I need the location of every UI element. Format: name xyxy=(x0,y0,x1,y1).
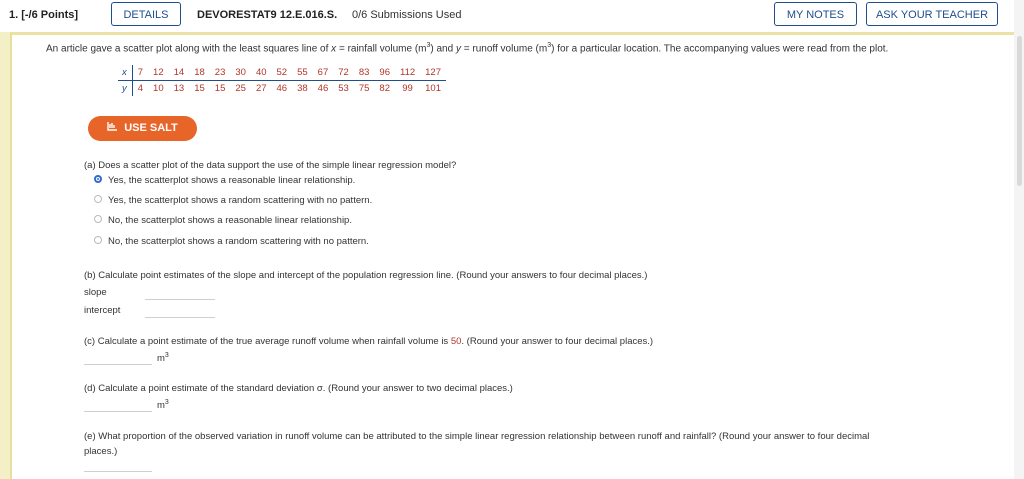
y-value-cell: 25 xyxy=(235,83,246,94)
x-value-cell: 72 xyxy=(333,65,354,81)
part-d-unit xyxy=(157,399,169,411)
question-points: 1. [-/6 Points] xyxy=(9,9,79,21)
radio-button[interactable] xyxy=(94,215,102,223)
x-value-cell: 7 xyxy=(132,65,148,81)
x-value-cell: 96 xyxy=(374,65,395,81)
x-value-cell: 83 xyxy=(354,65,375,81)
salt-icon xyxy=(107,116,118,141)
intercept-input[interactable] xyxy=(145,305,215,318)
part-e-question-line2: places.) xyxy=(84,446,118,457)
y-variable: y xyxy=(455,43,461,55)
my-notes-button[interactable]: MY NOTES xyxy=(774,2,857,26)
part-a-question: (a) Does a scatter plot of the data support the use of the simple linear regression model? xyxy=(84,160,457,171)
part-c-text-2: . (Round your answer to four decimal places.) xyxy=(461,336,654,347)
question-left-bar xyxy=(0,32,10,479)
y-value-cell: 82 xyxy=(379,83,390,94)
x-row-label: x xyxy=(118,65,132,81)
proportion-input[interactable] xyxy=(84,459,152,472)
unit-exponent: 3 xyxy=(164,399,169,406)
y-row-label: y xyxy=(118,81,132,97)
y-value-cell: 46 xyxy=(317,83,329,94)
part-c-text-1: (c) Calculate a point estimate of the true average runoff volume when rainfall volume is xyxy=(84,336,451,347)
x-row xyxy=(118,65,446,81)
ask-teacher-button[interactable]: ASK YOUR TEACHER xyxy=(866,2,998,26)
problem-statement xyxy=(46,42,888,54)
option-label: Yes, the scatterplot shows a reasonable linear relationship. xyxy=(108,175,356,186)
y-value-cell: 75 xyxy=(358,83,370,94)
part-d-question: (d) Calculate a point estimate of the standard deviation σ. (Round your answer to two decimal places.) xyxy=(84,383,513,394)
y-value-cell: 46 xyxy=(276,83,288,94)
rainfall-value: 50 xyxy=(450,336,462,347)
exponent: 3 xyxy=(426,42,431,49)
y-value-cell: 10 xyxy=(153,83,164,94)
part-c-question xyxy=(84,336,653,347)
std-dev-input[interactable] xyxy=(84,399,152,412)
intro-text-4: = runoff volume (m xyxy=(460,43,548,55)
assignment-id: DEVORESTAT9 12.E.016.S. xyxy=(197,9,338,21)
part-c-unit xyxy=(157,352,169,364)
runoff-estimate-input[interactable] xyxy=(84,352,152,365)
x-value-cell: 40 xyxy=(251,65,272,81)
unit-exponent: 3 xyxy=(164,352,169,359)
unit-base: m xyxy=(157,353,165,365)
question-left-bar-edge xyxy=(10,32,12,479)
slope-input[interactable] xyxy=(145,287,215,300)
y-value-cell: 15 xyxy=(214,83,226,94)
intro-text-5: ) for a particular location. The accompanying values were read from the plot. xyxy=(551,43,889,55)
intro-text-1: An article gave a scatter plot along with the least squares line of xyxy=(46,43,332,55)
part-b-question: (b) Calculate point estimates of the slope and intercept of the population regression line. (Round your answers to four decimal places.) xyxy=(84,270,648,281)
submissions-count: 0/6 Submissions Used xyxy=(352,9,462,21)
radio-button[interactable] xyxy=(94,236,102,244)
part-a-option-2[interactable] xyxy=(94,195,372,206)
x-value-cell: 18 xyxy=(189,65,210,81)
use-salt-label: USE SALT xyxy=(124,122,178,134)
intro-text-3: ) and xyxy=(430,43,456,55)
option-label: Yes, the scatterplot shows a random scattering with no pattern. xyxy=(108,195,373,206)
y-value-cell: 4 xyxy=(137,83,144,94)
x-value-cell: 67 xyxy=(313,65,334,81)
y-value-cell: 53 xyxy=(338,83,349,94)
x-variable: x xyxy=(331,43,337,55)
part-a-option-4[interactable] xyxy=(94,236,369,247)
intercept-label: intercept xyxy=(84,305,121,316)
data-table xyxy=(118,65,446,96)
y-value-cell: 27 xyxy=(255,83,267,94)
x-value-cell: 12 xyxy=(148,65,169,81)
exponent: 3 xyxy=(547,42,552,49)
slope-label: slope xyxy=(84,287,107,298)
option-label: No, the scatterplot shows a random scattering with no pattern. xyxy=(108,236,369,247)
part-a-option-3[interactable] xyxy=(94,215,352,226)
unit-base: m xyxy=(157,400,165,412)
question-top-border xyxy=(0,32,1014,35)
scrollbar-thumb[interactable] xyxy=(1017,36,1022,186)
y-value-cell: 38 xyxy=(297,83,308,94)
question-header xyxy=(0,0,1024,32)
radio-selected[interactable] xyxy=(94,175,102,183)
y-value-cell: 101 xyxy=(425,83,441,94)
y-value-cell: 13 xyxy=(173,83,185,94)
y-row xyxy=(118,81,446,97)
x-value-cell: 127 xyxy=(420,65,446,81)
x-value-cell: 52 xyxy=(272,65,293,81)
use-salt-button[interactable] xyxy=(88,116,197,141)
x-value-cell: 30 xyxy=(230,65,251,81)
x-value-cell: 23 xyxy=(210,65,231,81)
x-value-cell: 14 xyxy=(169,65,190,81)
y-value-cell: 99 xyxy=(402,83,413,94)
x-value-cell: 55 xyxy=(292,65,313,81)
details-button[interactable]: DETAILS xyxy=(111,2,181,26)
x-value-cell: 112 xyxy=(395,65,420,81)
part-a-option-1[interactable] xyxy=(94,175,355,186)
part-e-question-line1: (e) What proportion of the observed variation in runoff volume can be attributed to the simple linear regression relationship between runoff and rainfall? (Round your answer to four decimal xyxy=(84,431,870,442)
intro-text-2: = rainfall volume (m xyxy=(336,43,427,55)
y-value-cell: 15 xyxy=(194,83,205,94)
option-label: No, the scatterplot shows a reasonable linear relationship. xyxy=(108,215,352,226)
radio-button[interactable] xyxy=(94,195,102,203)
